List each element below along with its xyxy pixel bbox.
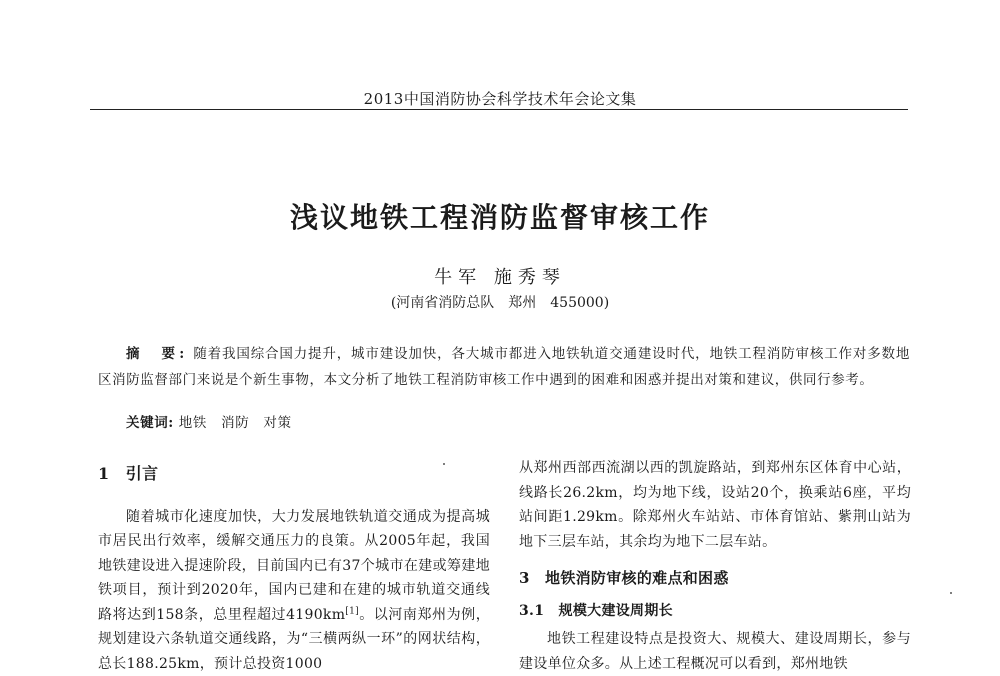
section-1-heading: 1 引言 (98, 462, 490, 487)
section-3-heading: 3 地铁消防审核的难点和困惑 (519, 566, 911, 591)
keywords-text: 地铁 消防 对策 (179, 415, 292, 431)
header-rule (90, 109, 908, 110)
paper-affiliation: (河南省消防总队 郑州 455000) (0, 292, 1000, 312)
keywords-label: 关键词: (126, 415, 174, 431)
intro-text-cont: 。以河南郑州为例，规划建设六条轨道交通线路，为“三横两纵一环”的网状结构，总长188.25km，预计总投资1000 (98, 607, 490, 672)
abstract-text: 随着我国综合国力提升，城市建设加快，各大城市都进入地铁轨道交通建设时代，地铁工程消防审核工作对多数地区消防监督部门来说是个新生事物，本文分析了地铁工程消防审核工作中遇到的困难和困惑并提出对策和建议，供同行参考。 (98, 346, 910, 388)
paper-title: 浅议地铁工程消防监督审核工作 (0, 196, 1000, 236)
abstract (98, 341, 910, 393)
scan-speck (950, 592, 952, 594)
station-paragraph: 从郑州西部西流湖以西的凯旋路站，到郑州东区体育中心站，线路长26.2km，均为地下线，设站20个，换乘站6座，平均站间距1.29km。除郑州火车站站、市体育馆站、紫荆山站为地下三层车站，其余均为地下二层车站。 (519, 456, 911, 554)
intro-paragraph (98, 505, 490, 676)
citation-ref: [1] (345, 606, 359, 616)
running-header: 2013中国消防协会科学技术年会论文集 (0, 88, 1000, 109)
abstract-label: 摘 要: (98, 346, 188, 362)
section-3-1-heading: 3.1 规模大建设周期长 (519, 599, 911, 624)
paper-authors: 牛军 施秀琴 (0, 263, 1000, 289)
keywords (126, 411, 292, 431)
section-3-1-paragraph: 地铁工程建设特点是投资大、规模大、建设周期长，参与建设单位众多。从上述工程概况可以看到，郑州地铁 (519, 627, 911, 676)
left-column (98, 462, 490, 676)
intro-text: 随着城市化速度加快，大力发展地铁轨道交通成为提高城市居民出行效率，缓解交通压力的良策。从2005年起，我国地铁建设进入提速阶段，目前国内已有37个城市在建或筹建地铁项目，预计到2020年，国内已建和在建的城市轨道交通线路将达到158条，总里程超过4190km (98, 509, 490, 623)
right-column (519, 456, 911, 676)
